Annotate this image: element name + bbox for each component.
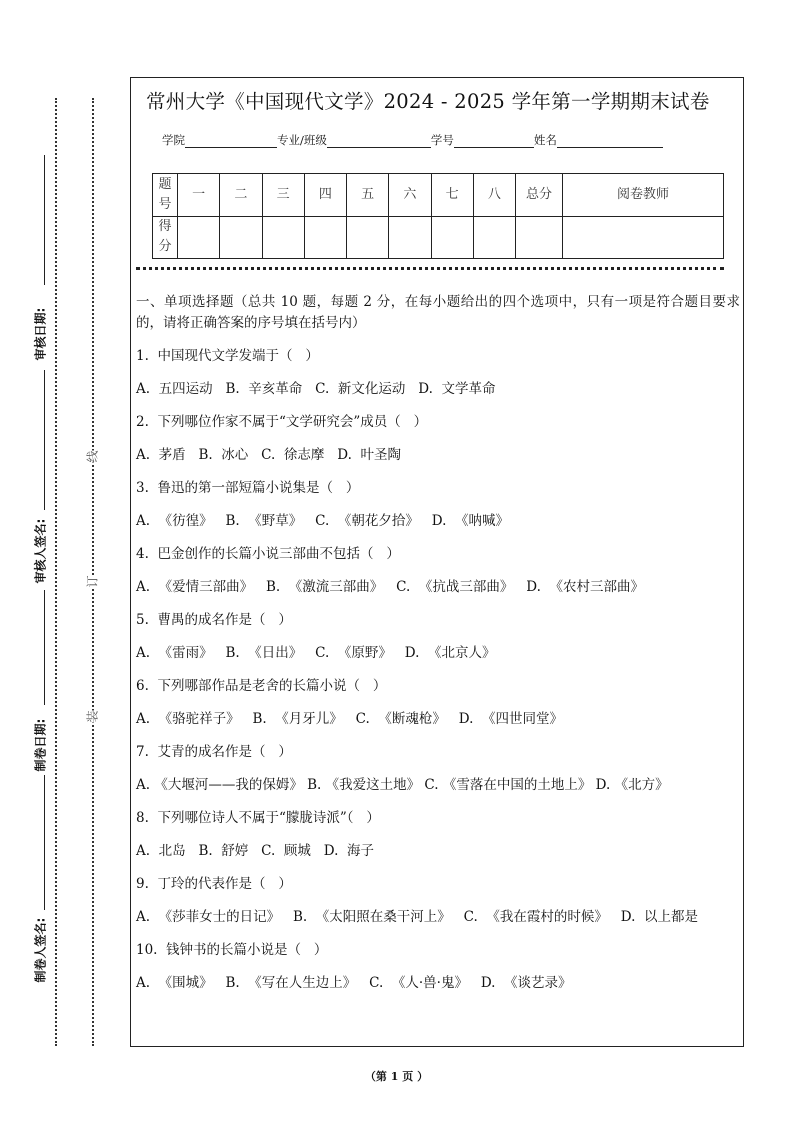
- question-options: A. 《爱情三部曲》 B. 《激流三部曲》 C. 《抗战三部曲》 D. 《农村三部曲》: [136, 579, 644, 595]
- exam-title: 常州大学《中国现代文学》2024 - 2025 学年第一学期期末试卷: [146, 90, 710, 113]
- score-cell[interactable]: [304, 216, 346, 259]
- question-stem: 7. 艾青的成名作是（ ）: [136, 744, 292, 760]
- table-row: [153, 174, 724, 217]
- column-header: 八: [473, 174, 515, 217]
- question-options: A. 《雷雨》 B. 《日出》 C. 《原野》 D. 《北京人》: [136, 645, 496, 661]
- column-header: 七: [431, 174, 473, 217]
- score-cell[interactable]: [516, 216, 563, 259]
- binding-dotted-line-inner: [92, 98, 94, 1046]
- table-row: [153, 216, 724, 259]
- reviewer-signature-label: 审核人签名:: [33, 518, 48, 584]
- review-date-label: 审核日期:: [33, 307, 48, 361]
- question-stem: 4. 巴金创作的长篇小说三部曲不包括（ ）: [136, 546, 400, 562]
- column-header: 总分: [516, 174, 563, 217]
- binding-mark-zhuang: 装: [85, 710, 100, 723]
- compile-date-label: 制卷日期:: [33, 718, 48, 772]
- major-class-label: 专业/班级: [277, 133, 327, 147]
- column-header: 阅卷教师: [563, 174, 724, 217]
- column-header: 二: [220, 174, 262, 217]
- question-options: A. 《大堰河——我的保姆》 B. 《我爱这土地》 C. 《雪落在中国的土地上》 D. 《北方》: [136, 777, 669, 793]
- question-section: [136, 292, 740, 1006]
- question-stem: 1. 中国现代文学发端于（ ）: [136, 348, 319, 364]
- student-info-line: [162, 132, 663, 148]
- signature-line: [44, 590, 45, 705]
- column-header: 四: [304, 174, 346, 217]
- signature-line: [44, 775, 45, 910]
- college-label: 学院: [162, 133, 185, 147]
- question-stem: 8. 下列哪位诗人不属于“朦胧诗派”（ ）: [136, 810, 380, 826]
- column-header: 一: [178, 174, 220, 217]
- binding-mark-xian: 线: [85, 450, 100, 463]
- row-label-score: 得分: [153, 216, 178, 259]
- question-options: A. 北岛 B. 舒婷 C. 顾城 D. 海子: [136, 843, 374, 859]
- score-cell[interactable]: [431, 216, 473, 259]
- question-options: A. 茅盾 B. 冰心 C. 徐志摩 D. 叶圣陶: [136, 447, 401, 463]
- question-options: A. 《围城》 B. 《写在人生边上》 C. 《人·兽·鬼》 D. 《谈艺录》: [136, 975, 572, 991]
- name-field[interactable]: [557, 133, 663, 148]
- score-cell[interactable]: [178, 216, 220, 259]
- score-cell[interactable]: [563, 216, 724, 259]
- question-stem: 2. 下列哪位作家不属于“文学研究会”成员（ ）: [136, 414, 428, 430]
- score-cell[interactable]: [389, 216, 431, 259]
- score-cell[interactable]: [262, 216, 304, 259]
- question-options: A. 《彷徨》 B. 《野草》 C. 《朝花夕拾》 D. 《呐喊》: [136, 513, 509, 529]
- question-options: A. 《骆驼祥子》 B. 《月牙儿》 C. 《断魂枪》 D. 《四世同堂》: [136, 711, 563, 727]
- signature-line: [44, 155, 45, 285]
- section-instructions: 一、单项选择题（总共 10 题，每题 2 分，在每小题给出的四个选项中，只有一项是符合题目要求的，请将正确答案的序号填在括号内）: [136, 294, 740, 331]
- question-stem: 6. 下列哪部作品是老舍的长篇小说（ ）: [136, 678, 387, 694]
- column-header: 六: [389, 174, 431, 217]
- question-stem: 10. 钱钟书的长篇小说是（ ）: [136, 942, 328, 958]
- row-label-question-number: 题号: [153, 174, 178, 217]
- page-number: （第 1 页 ）: [364, 1070, 429, 1083]
- binding-dotted-line-outer: [55, 98, 57, 1046]
- column-header: 五: [347, 174, 389, 217]
- signature-line: [44, 370, 45, 510]
- binding-mark-ding: 订: [85, 575, 100, 588]
- student-id-label: 学号: [430, 133, 454, 147]
- score-cell[interactable]: [473, 216, 515, 259]
- section-divider: [136, 267, 724, 270]
- name-label: 姓名: [533, 133, 557, 147]
- question-options: A. 《莎菲女士的日记》 B. 《太阳照在桑干河上》 C. 《我在霞村的时候》 D. 以上都是: [136, 909, 698, 925]
- score-table: [152, 173, 724, 259]
- score-cell[interactable]: [220, 216, 262, 259]
- question-list: [136, 346, 740, 994]
- question-stem: 5. 曹禺的成名作是（ ）: [136, 612, 292, 628]
- college-field[interactable]: [185, 133, 277, 148]
- question-stem: 3. 鲁迅的第一部短篇小说集是（ ）: [136, 480, 360, 496]
- major-class-field[interactable]: [327, 133, 431, 148]
- question-stem: 9. 丁玲的代表作是（ ）: [136, 876, 292, 892]
- score-cell[interactable]: [347, 216, 389, 259]
- student-id-field[interactable]: [454, 133, 534, 148]
- compiler-signature-label: 制卷人签名:: [33, 917, 48, 983]
- column-header: 三: [262, 174, 304, 217]
- question-options: A. 五四运动 B. 辛亥革命 C. 新文化运动 D. 文学革命: [136, 381, 496, 397]
